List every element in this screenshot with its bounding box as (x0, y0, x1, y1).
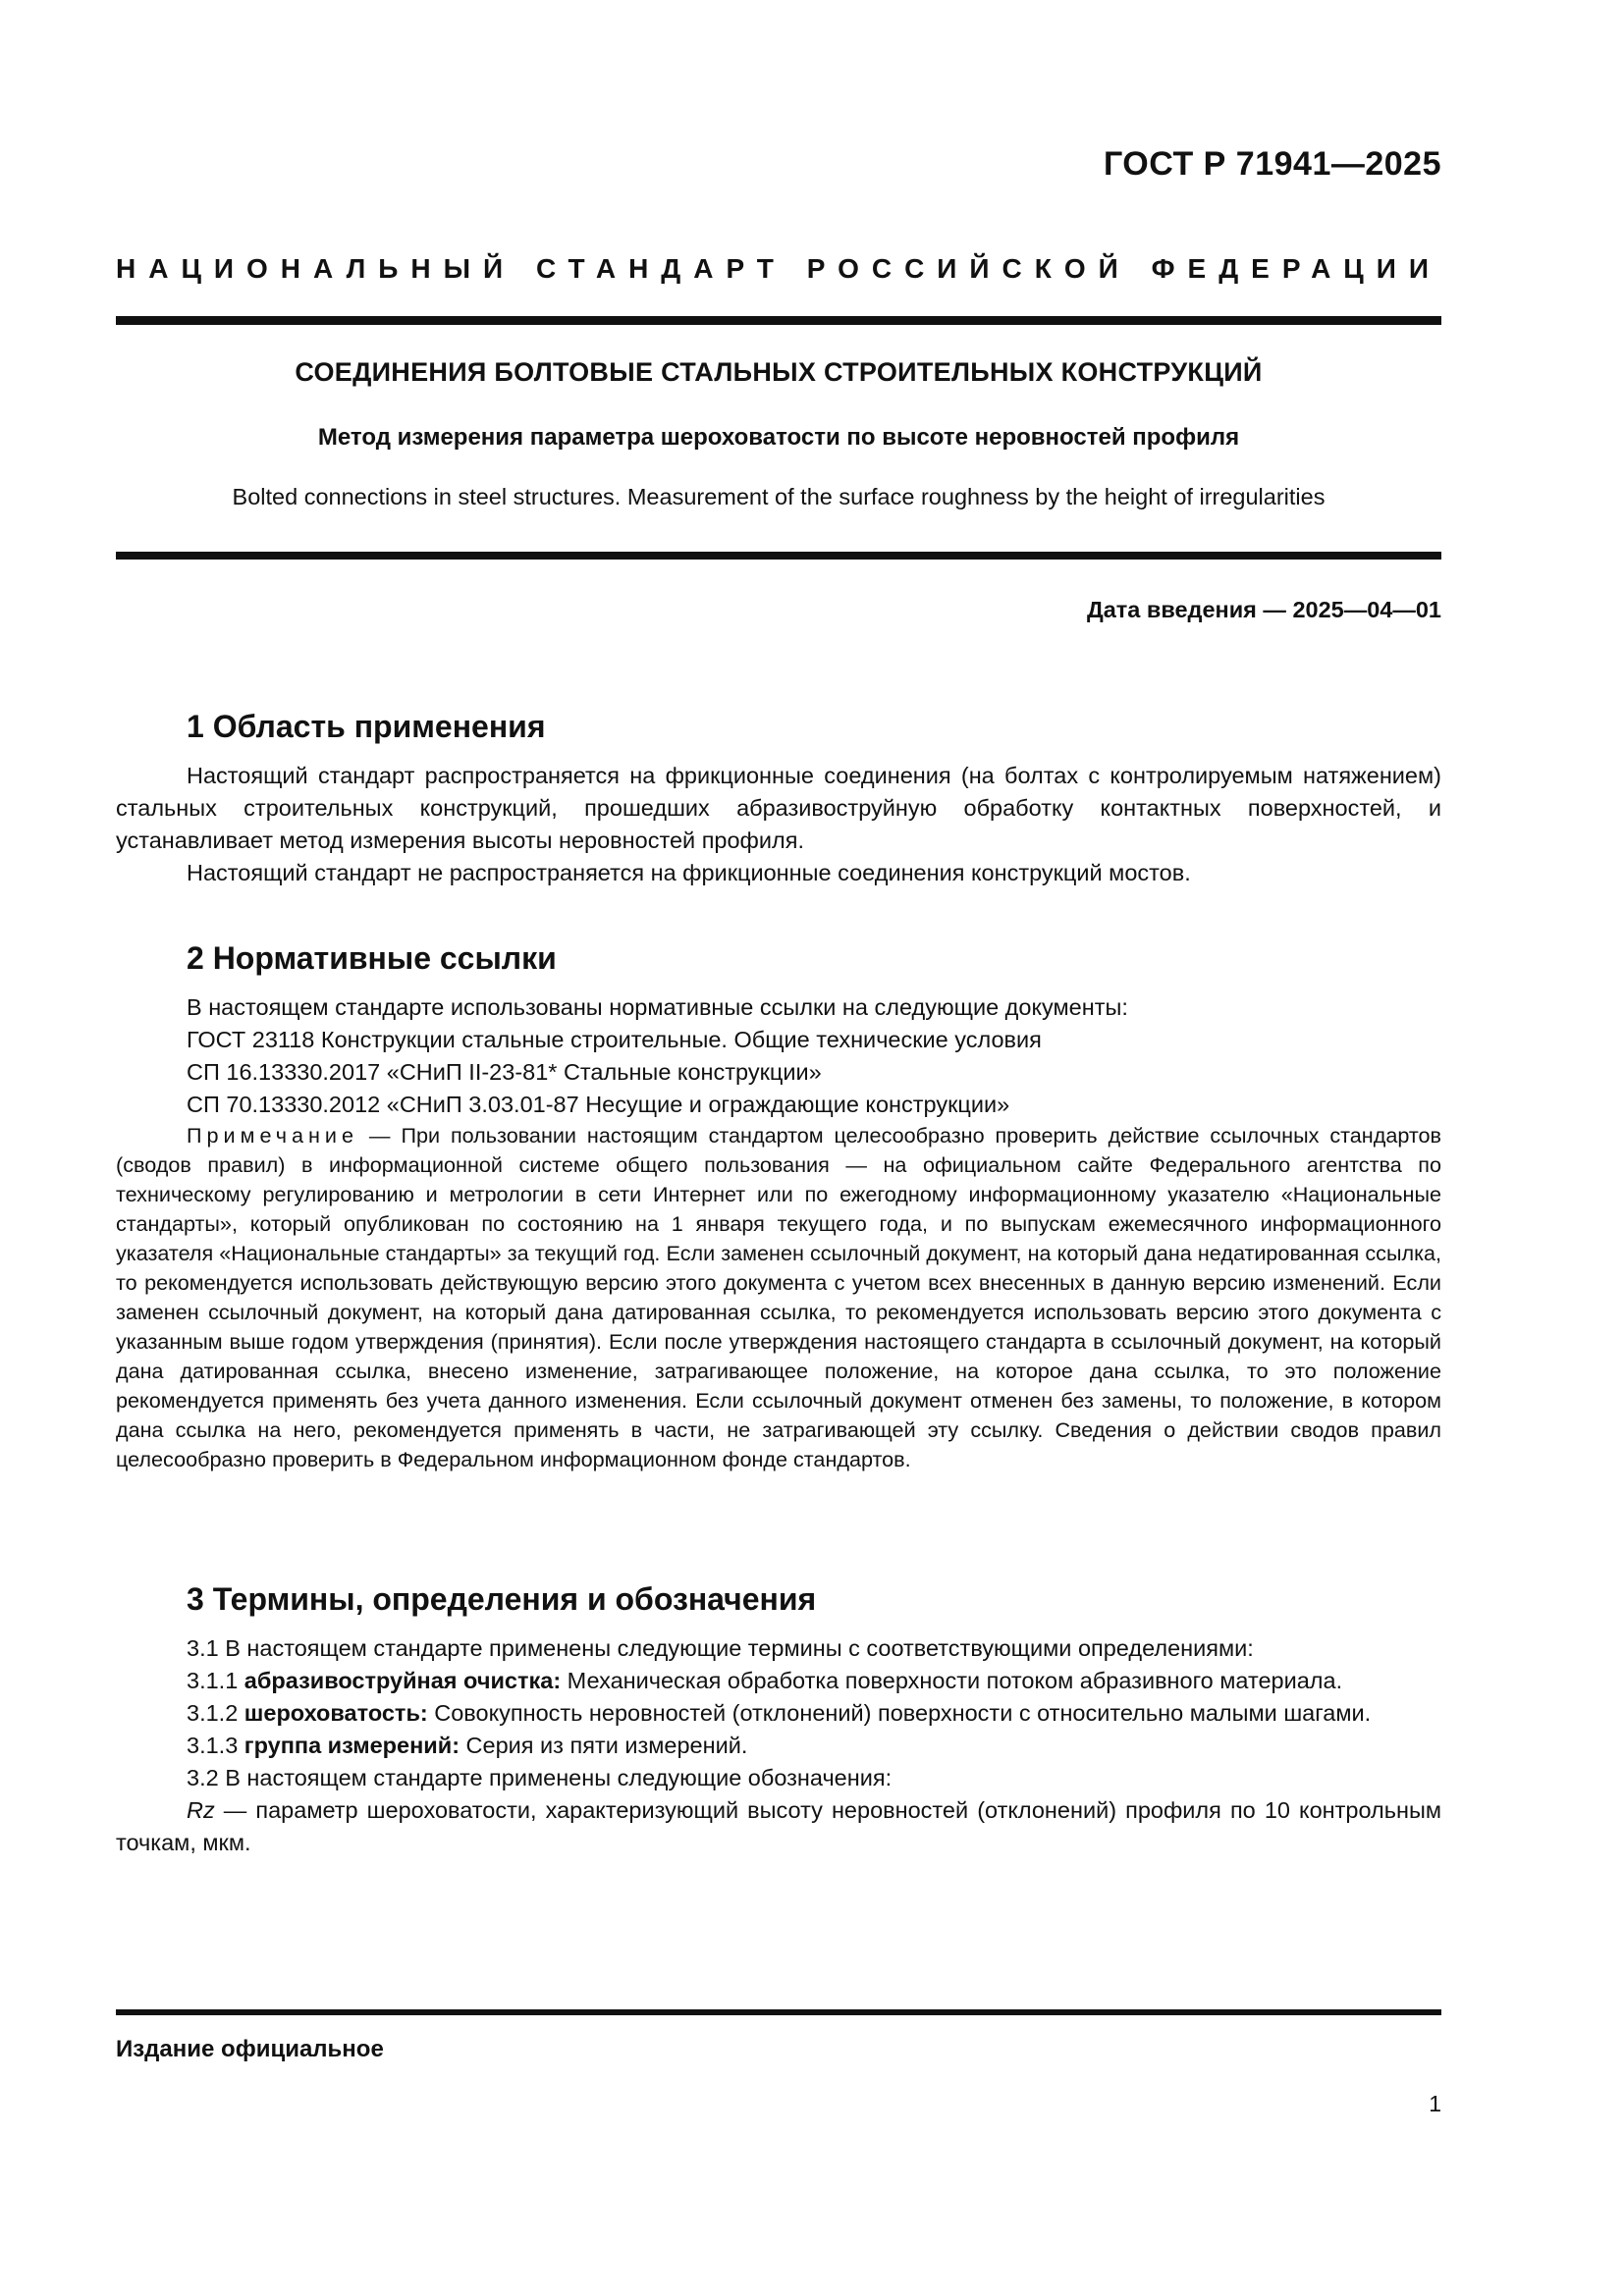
document-title: СОЕДИНЕНИЯ БОЛТОВЫЕ СТАЛЬНЫХ СТРОИТЕЛЬНЫХ КОНСТРУКЦИЙ (295, 357, 1263, 387)
section-terms (116, 1579, 1441, 1859)
term-name: группа измерений: (244, 1733, 460, 1758)
note-text: — При пользовании настоящим стандартом целесообразно проверить действие ссылочных стандартов (сводов правил) в информационной системе общего пользования — на официальном сайте Федерального агентства по техническому регулированию и метрологии в сети Интернет или по ежегодному информационному указателю «Национальные стандарты», который опубликован по состоянию на 1 января текущего года, и по выпускам ежемесячного информационного указателя «Национальные стандарты» за текущий год. Если заменен ссылочный документ, на который дана недатированная ссылка, то рекомендуется использовать действующую версию этого документа с учетом всех внесенных в данную версию изменений. Если заменен ссылочный документ, на который дана датированная ссылка, то рекомендуется использовать версию этого документа с указанным выше годом утверждения (принятия). Если после утверждения настоящего стандарта в ссылочный документ, на который дана датированная ссылка, внесено изменение, затрагивающее положение, на которое дана ссылка, то это положение рекомендуется применять без учета данного изменения. Если ссылочный документ отменен без замены, то положение, в котором дана ссылка на него, рекомендуется применять в части, не затрагивающей эту ссылку. Сведения о действии сводов правил целесообразно проверить в Федеральном информационном фонде стандартов. (116, 1123, 1441, 1471)
national-standard-banner: НАЦИОНАЛЬНЫЙ СТАНДАРТ РОССИЙСКОЙ ФЕДЕРАЦИИ (116, 253, 1441, 284)
introduction-date: Дата введения — 2025—04—01 (1086, 597, 1441, 622)
symbol-definition: — параметр шероховатости, характеризующий высоту неровностей (отклонений) профиля по 10 контрольным точкам, мкм. (116, 1797, 1441, 1855)
section-normative-references (116, 938, 1441, 1474)
symbol-entry (116, 1794, 1441, 1859)
paragraph: 3.2 В настоящем стандарте применены следующие обозначения: (187, 1765, 893, 1790)
term-definition: Совокупность неровностей (отклонений) поверхности с относительно малыми шагами. (427, 1700, 1372, 1726)
paragraph: Настоящий стандарт распространяется на фрикционные соединения (на болтах с контролируемым натяжением) стальных строительных конструкций, прошедших абразивоструйную обработку контактных поверхностей, и устанавливает метод измерения высоты неровностей профиля. (116, 763, 1441, 853)
term-definition: Серия из пяти измерений. (460, 1733, 748, 1758)
section-heading: 1 Область применения (187, 709, 546, 744)
document-subtitle: Метод измерения параметра шероховатости по высоте неровностей профиля (317, 424, 1240, 451)
term-number: 3.1.3 (187, 1733, 244, 1758)
note-label: Примечание (187, 1123, 358, 1148)
standard-designation: ГОСТ Р 71941—2025 (1103, 145, 1441, 183)
term-entry (116, 1665, 1441, 1697)
reference-item: ГОСТ 23118 Конструкции стальные строительные. Общие технические условия (187, 1027, 1042, 1052)
section-scope (116, 707, 1441, 889)
term-number: 3.1.1 (187, 1668, 244, 1693)
english-title: Bolted connections in steel structures. Measurement of the surface roughness by the height of irregularities (232, 484, 1326, 509)
section-heading: 2 Нормативные ссылки (187, 940, 557, 976)
term-entry (116, 1730, 1441, 1762)
section-heading: 3 Термины, определения и обозначения (187, 1581, 817, 1617)
reference-item: СП 70.13330.2012 «СНиП 3.03.01-87 Несущие и ограждающие конструкции» (187, 1092, 1010, 1117)
title-rule (116, 552, 1441, 560)
paragraph: В настоящем стандарте использованы нормативные ссылки на следующие документы: (187, 994, 1128, 1020)
term-definition: Механическая обработка поверхности потоком абразивного материала. (561, 1668, 1343, 1693)
reference-item: СП 16.13330.2017 «СНиП II-23-81* Стальные конструкции» (187, 1059, 822, 1085)
term-entry (116, 1697, 1441, 1730)
footer-rule (116, 2009, 1441, 2015)
paragraph: Настоящий стандарт не распространяется на фрикционные соединения конструкций мостов. (187, 860, 1191, 885)
term-name: шероховатость: (244, 1700, 428, 1726)
symbol: Rz (187, 1797, 215, 1823)
term-number: 3.1.2 (187, 1700, 244, 1726)
top-rule (116, 316, 1441, 325)
term-name: абразивоструйная очистка: (244, 1668, 562, 1693)
paragraph: 3.1 В настоящем стандарте применены следующие термины с соответствующими определениями: (187, 1635, 1254, 1661)
page-number: 1 (1429, 2091, 1441, 2116)
edition-label: Издание официальное (116, 2036, 384, 2062)
note (116, 1121, 1441, 1474)
